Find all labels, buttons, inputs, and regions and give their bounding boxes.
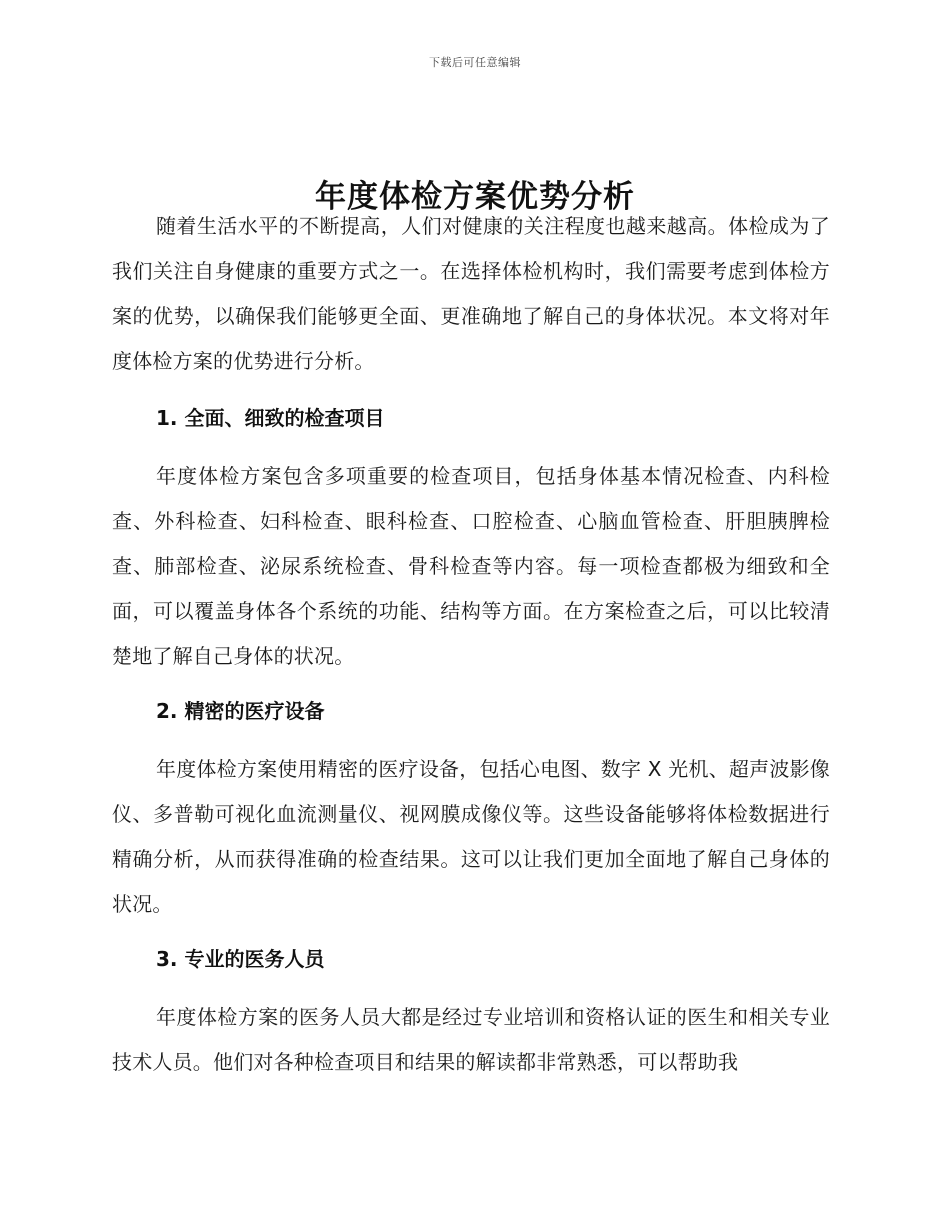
section-heading-3: 3. 专业的医务人员 [156,947,325,971]
header-note: 下载后可任意编辑 [429,56,521,69]
section-paragraph-2: 年度体检方案使用精密的医疗设备，包括心电图、数字 X 光机、超声波影像仪、多普勒可视化血流测量仪、视网膜成像仪等。这些设备能够将体检数据进行精确分析，从而获得准确的检查结果。这可以让我们更加全面地了解自己身体的状况。 [112,757,830,916]
section-heading-2: 2. 精密的医疗设备 [156,699,325,723]
intro-paragraph: 随着生活水平的不断提高，人们对健康的关注程度也越来越高。体检成为了我们关注自身健康的重要方式之一。在选择体检机构时，我们需要考虑到体检方案的优势，以确保我们能够更全面、更准确地了解自己的身体状况。本文将对年度体检方案的优势进行分析。 [112,214,830,373]
section-heading-1: 1. 全面、细致的检查项目 [156,406,385,430]
section-paragraph-1: 年度体检方案包含多项重要的检查项目，包括身体基本情况检查、内科检查、外科检查、妇科检查、眼科检查、口腔检查、心脑血管检查、肝胆胰脾检查、肺部检查、泌尿系统检查、骨科检查等内容。每一项检查都极为细致和全面，可以覆盖身体各个系统的功能、结构等方面。在方案检查之后，可以比较清楚地了解自己身体的状况。 [112,464,830,668]
document-body [112,204,830,1085]
document-title: 年度体检方案优势分析 [315,178,635,215]
section-paragraph-3: 年度体检方案的医务人员大都是经过专业培训和资格认证的医生和相关专业技术人员。他们对各种检查项目和结果的解读都非常熟悉，可以帮助我 [112,1005,830,1074]
